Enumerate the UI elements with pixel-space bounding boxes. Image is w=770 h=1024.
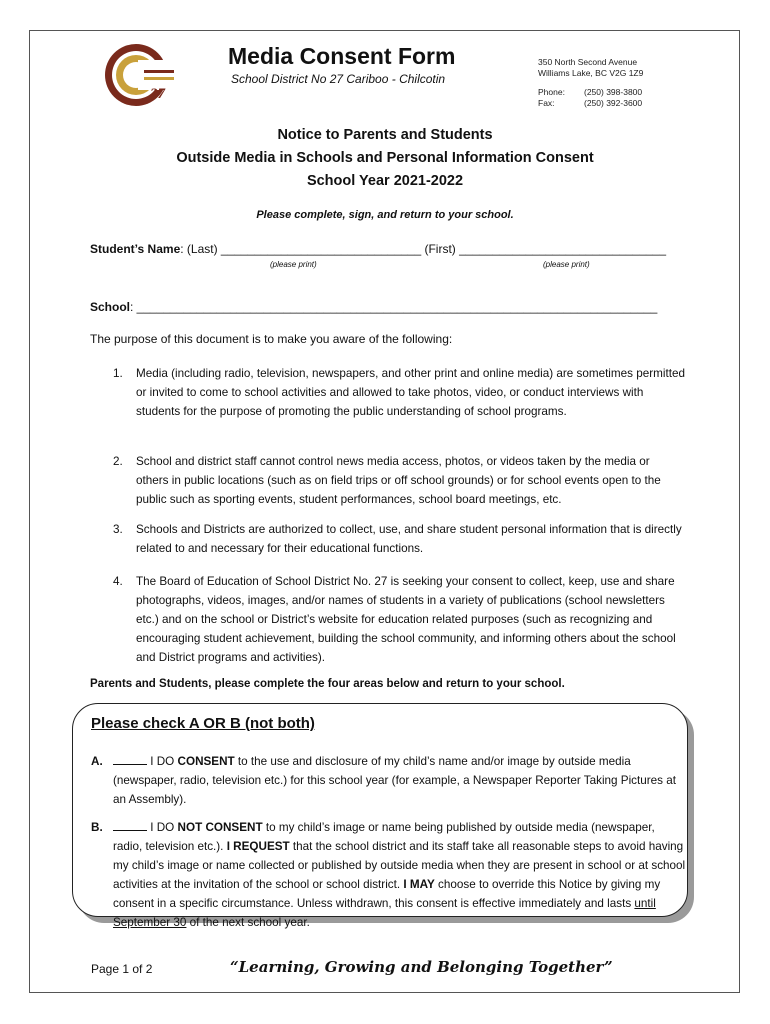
item-text: Media (including radio, television, newspapers, and other print and online media) are sometimes permitted or invited to come to school activities and allowed to take photos, video, or conduct interviews with students for the purpose of promoting the public understanding of school programs.: [136, 367, 685, 418]
item-number: 4.: [113, 575, 123, 588]
list-item: [113, 452, 685, 509]
item-number: 3.: [113, 523, 123, 536]
first-name-hint: (please print): [543, 260, 590, 269]
district-logo: [100, 40, 178, 110]
item-number: 1.: [113, 367, 123, 380]
logo-number: 27: [150, 86, 165, 102]
phone-label: Phone:: [538, 87, 565, 97]
last-name-hint: (please print): [270, 260, 317, 269]
school-label: School: [90, 300, 131, 314]
option-a-letter: A.: [91, 755, 103, 768]
list-item: [113, 364, 685, 421]
option-b: B. I DO NOT CONSENT to my child’s image or name being published by outside media (newspaper, radio, television etc.). I REQUEST that the school district and its staff take all reasonable steps to avoid having my child’s image or name collected or published by outside media when they are present in school or at school activities at the invitation of the school or school district. I MAY choose to override this Notice by giving my consent in a specific circumstance. Unless withdrawn, this consent is effective immediately and lasts until September 30 of the next school year.: [91, 818, 686, 932]
school-line: : ______________________________________________________________________________: [130, 300, 658, 314]
item-text: Schools and Districts are authorized to collect, use, and share student personal information that is directly related to and necessary for their educational functions.: [136, 523, 682, 555]
student-name-lines: : (Last) ______________________________ (First) _______________________________: [180, 242, 667, 256]
page-number: Page 1 of 2: [91, 962, 153, 976]
address-line-2: Williams Lake, BC V2G 1Z9: [538, 68, 644, 78]
phone-number: (250) 398-3800: [584, 87, 643, 97]
item-number: 2.: [113, 455, 123, 468]
district-name: School District No 27 Cariboo - Chilcotin: [231, 72, 446, 86]
instruction-text: Please complete, sign, and return to your school.: [256, 209, 514, 221]
list-item: [113, 572, 685, 667]
consent-box-title: Please check A OR B (not both): [91, 715, 315, 732]
purpose-intro: The purpose of this document is to make you aware of the following:: [90, 332, 453, 346]
student-name-field[interactable]: [90, 242, 666, 256]
option-b-letter: B.: [91, 821, 103, 834]
school-year-heading: School Year 2021-2022: [306, 173, 464, 189]
district-address: [538, 57, 643, 79]
complete-instruction: Parents and Students, please complete the four areas below and return to your school.: [90, 678, 565, 690]
fax-number: (250) 392-3600: [584, 98, 643, 108]
school-field[interactable]: [90, 300, 657, 314]
option-a: A. I DO CONSENT to the use and disclosure of my child’s name and/or image by outside media (newspaper, radio, television etc.) for this school year (for example, a Newspaper Reporter Taking Pictures at an Assembly).: [91, 752, 686, 809]
fax-label: Fax:: [538, 98, 555, 108]
district-motto: “Learning, Growing and Belonging Together”: [230, 958, 613, 976]
item-text: The Board of Education of School District No. 27 is seeking your consent to collect, keep, use and share photographs, videos, images, and/or names of students in a variety of publications (school newsletters etc.) and on the school or District’s website for education related purposes (such as recognizing and encouraging student achievement, building the school community, and informing others about the school and District programs and activities).: [136, 575, 676, 664]
notice-heading: Notice to Parents and Students: [277, 127, 493, 143]
form-title: Media Consent Form: [228, 43, 456, 69]
list-item: [113, 520, 685, 558]
item-text: School and district staff cannot control news media access, photos, or videos taken by the media or others in public locations (such as on field trips or off school grounds) or for school events open to the public such as sporting events, student performances, school board meetings, etc.: [136, 455, 661, 506]
consent-heading: Outside Media in Schools and Personal Information Consent: [176, 150, 594, 166]
student-name-label: Student’s Name: [90, 242, 181, 256]
option-a-checkbox[interactable]: [113, 754, 147, 765]
address-line-1: 350 North Second Avenue: [538, 57, 638, 67]
district-contact: [538, 87, 642, 109]
option-b-checkbox[interactable]: [113, 820, 147, 831]
